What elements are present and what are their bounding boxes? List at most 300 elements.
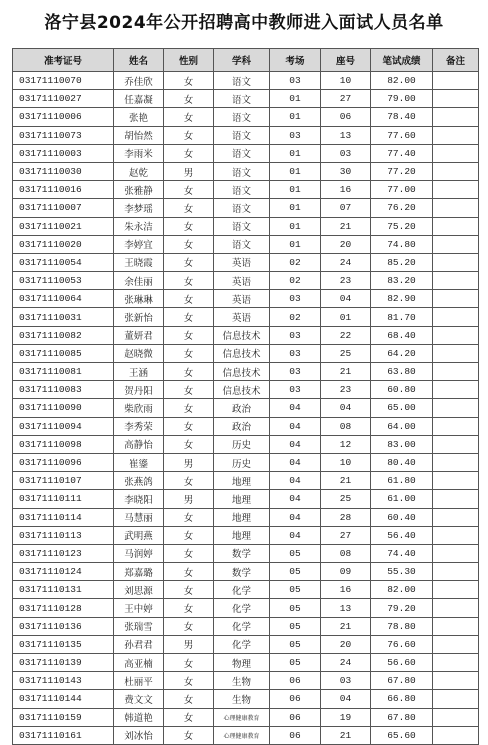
remarks-cell xyxy=(433,581,479,599)
remarks-cell xyxy=(433,181,479,199)
col-name-header: 姓名 xyxy=(114,49,164,72)
exam-room-cell: 01 xyxy=(270,108,321,126)
exam-id-cell: 03171110082 xyxy=(13,326,114,344)
remarks-cell xyxy=(433,144,479,162)
written-score-cell: 83.20 xyxy=(371,272,433,290)
remarks-cell xyxy=(433,217,479,235)
exam-room-cell: 06 xyxy=(270,726,321,744)
name-cell: 高亚楠 xyxy=(114,654,164,672)
gender-cell: 女 xyxy=(164,508,214,526)
table-row xyxy=(13,126,479,144)
table-row xyxy=(13,144,479,162)
table-row xyxy=(13,344,479,362)
exam-id-cell: 03171110007 xyxy=(13,199,114,217)
exam-id-cell: 03171110143 xyxy=(13,672,114,690)
remarks-cell xyxy=(433,526,479,544)
exam-id-cell: 03171110085 xyxy=(13,344,114,362)
name-cell: 孙君君 xyxy=(114,635,164,653)
subject-cell: 历史 xyxy=(214,435,270,453)
gender-cell: 女 xyxy=(164,690,214,708)
table-row xyxy=(13,563,479,581)
subject-cell: 地理 xyxy=(214,490,270,508)
written-score-cell: 77.40 xyxy=(371,144,433,162)
exam-id-cell: 03171110054 xyxy=(13,253,114,271)
exam-id-cell: 03171110131 xyxy=(13,581,114,599)
exam-room-cell: 03 xyxy=(270,126,321,144)
written-score-cell: 80.40 xyxy=(371,453,433,471)
exam-room-cell: 01 xyxy=(270,199,321,217)
written-score-cell: 79.00 xyxy=(371,90,433,108)
exam-room-cell: 05 xyxy=(270,654,321,672)
exam-room-cell: 04 xyxy=(270,526,321,544)
table-row xyxy=(13,217,479,235)
subject-cell: 信息技术 xyxy=(214,381,270,399)
remarks-cell xyxy=(433,544,479,562)
written-score-cell: 61.80 xyxy=(371,472,433,490)
exam-id-cell: 03171110027 xyxy=(13,90,114,108)
exam-id-cell: 03171110128 xyxy=(13,599,114,617)
remarks-cell xyxy=(433,399,479,417)
table-row xyxy=(13,581,479,599)
table-row xyxy=(13,508,479,526)
name-cell: 武明燕 xyxy=(114,526,164,544)
table-row xyxy=(13,708,479,726)
exam-room-cell: 05 xyxy=(270,617,321,635)
remarks-cell xyxy=(433,235,479,253)
table-row xyxy=(13,90,479,108)
gender-cell: 女 xyxy=(164,672,214,690)
subject-cell: 语文 xyxy=(214,90,270,108)
remarks-cell xyxy=(433,162,479,180)
table-row xyxy=(13,435,479,453)
remarks-cell xyxy=(433,272,479,290)
name-cell: 贺丹阳 xyxy=(114,381,164,399)
subject-cell: 生物 xyxy=(214,690,270,708)
name-cell: 张艳 xyxy=(114,108,164,126)
remarks-cell xyxy=(433,435,479,453)
remarks-cell xyxy=(433,308,479,326)
seat-cell: 23 xyxy=(321,381,371,399)
exam-room-cell: 06 xyxy=(270,708,321,726)
name-cell: 张燕鸽 xyxy=(114,472,164,490)
col-exam-room-header: 考场 xyxy=(270,49,321,72)
name-cell: 高静怡 xyxy=(114,435,164,453)
exam-id-cell: 03171110094 xyxy=(13,417,114,435)
seat-cell: 03 xyxy=(321,672,371,690)
exam-room-cell: 03 xyxy=(270,344,321,362)
written-score-cell: 81.70 xyxy=(371,308,433,326)
gender-cell: 女 xyxy=(164,599,214,617)
exam-id-cell: 03171110136 xyxy=(13,617,114,635)
seat-cell: 25 xyxy=(321,490,371,508)
gender-cell: 女 xyxy=(164,417,214,435)
written-score-cell: 83.00 xyxy=(371,435,433,453)
table-row xyxy=(13,308,479,326)
written-score-cell: 67.80 xyxy=(371,672,433,690)
table-row xyxy=(13,181,479,199)
gender-cell: 女 xyxy=(164,90,214,108)
written-score-cell: 85.20 xyxy=(371,253,433,271)
gender-cell: 女 xyxy=(164,199,214,217)
exam-room-cell: 03 xyxy=(270,326,321,344)
exam-id-cell: 03171110113 xyxy=(13,526,114,544)
seat-cell: 16 xyxy=(321,581,371,599)
gender-cell: 女 xyxy=(164,272,214,290)
exam-room-cell: 04 xyxy=(270,417,321,435)
remarks-cell xyxy=(433,253,479,271)
written-score-cell: 67.80 xyxy=(371,708,433,726)
written-score-cell: 65.60 xyxy=(371,726,433,744)
exam-room-cell: 04 xyxy=(270,399,321,417)
gender-cell: 女 xyxy=(164,344,214,362)
seat-cell: 06 xyxy=(321,108,371,126)
remarks-cell xyxy=(433,672,479,690)
name-cell: 李婷宜 xyxy=(114,235,164,253)
seat-cell: 12 xyxy=(321,435,371,453)
col-written-score-header: 笔试成绩 xyxy=(371,49,433,72)
subject-cell: 语文 xyxy=(214,217,270,235)
table-row xyxy=(13,326,479,344)
gender-cell: 男 xyxy=(164,162,214,180)
subject-cell: 地理 xyxy=(214,508,270,526)
gender-cell: 女 xyxy=(164,617,214,635)
written-score-cell: 64.00 xyxy=(371,417,433,435)
exam-id-cell: 03171110111 xyxy=(13,490,114,508)
written-score-cell: 56.60 xyxy=(371,654,433,672)
gender-cell: 女 xyxy=(164,472,214,490)
remarks-cell xyxy=(433,90,479,108)
gender-cell: 女 xyxy=(164,217,214,235)
table-row xyxy=(13,72,479,90)
name-cell: 刘冰怡 xyxy=(114,726,164,744)
table-row xyxy=(13,726,479,744)
exam-room-cell: 03 xyxy=(270,72,321,90)
gender-cell: 女 xyxy=(164,726,214,744)
subject-cell: 信息技术 xyxy=(214,344,270,362)
table-row xyxy=(13,672,479,690)
remarks-cell xyxy=(433,344,479,362)
name-cell: 马润婷 xyxy=(114,544,164,562)
gender-cell: 女 xyxy=(164,581,214,599)
seat-cell: 27 xyxy=(321,90,371,108)
gender-cell: 女 xyxy=(164,290,214,308)
table-header-row xyxy=(13,49,479,72)
seat-cell: 10 xyxy=(321,72,371,90)
remarks-cell xyxy=(433,635,479,653)
exam-id-cell: 03171110159 xyxy=(13,708,114,726)
exam-room-cell: 04 xyxy=(270,508,321,526)
table-row xyxy=(13,381,479,399)
written-score-cell: 61.00 xyxy=(371,490,433,508)
exam-id-cell: 03171110161 xyxy=(13,726,114,744)
remarks-cell xyxy=(433,690,479,708)
name-cell: 赵乾 xyxy=(114,162,164,180)
written-score-cell: 77.00 xyxy=(371,181,433,199)
table-row xyxy=(13,253,479,271)
seat-cell: 21 xyxy=(321,472,371,490)
exam-id-cell: 03171110123 xyxy=(13,544,114,562)
remarks-cell xyxy=(433,563,479,581)
remarks-cell xyxy=(433,599,479,617)
table-row xyxy=(13,599,479,617)
gender-cell: 男 xyxy=(164,490,214,508)
exam-id-cell: 03171110073 xyxy=(13,126,114,144)
subject-cell: 语文 xyxy=(214,72,270,90)
subject-cell: 地理 xyxy=(214,472,270,490)
written-score-cell: 82.00 xyxy=(371,72,433,90)
written-score-cell: 74.80 xyxy=(371,235,433,253)
written-score-cell: 78.40 xyxy=(371,108,433,126)
exam-room-cell: 03 xyxy=(270,381,321,399)
gender-cell: 女 xyxy=(164,108,214,126)
remarks-cell xyxy=(433,453,479,471)
table-row xyxy=(13,290,479,308)
exam-id-cell: 03171110053 xyxy=(13,272,114,290)
table-row xyxy=(13,162,479,180)
gender-cell: 女 xyxy=(164,235,214,253)
table-row xyxy=(13,544,479,562)
exam-id-cell: 03171110030 xyxy=(13,162,114,180)
seat-cell: 23 xyxy=(321,272,371,290)
exam-id-cell: 03171110144 xyxy=(13,690,114,708)
exam-id-cell: 03171110006 xyxy=(13,108,114,126)
name-cell: 张新怡 xyxy=(114,308,164,326)
subject-cell: 心理健康教育 xyxy=(214,708,270,726)
seat-cell: 22 xyxy=(321,326,371,344)
seat-cell: 04 xyxy=(321,290,371,308)
written-score-cell: 82.90 xyxy=(371,290,433,308)
gender-cell: 女 xyxy=(164,72,214,90)
remarks-cell xyxy=(433,654,479,672)
exam-id-cell: 03171110064 xyxy=(13,290,114,308)
written-score-cell: 55.30 xyxy=(371,563,433,581)
name-cell: 王中婷 xyxy=(114,599,164,617)
name-cell: 马慧丽 xyxy=(114,508,164,526)
name-cell: 崔鎏 xyxy=(114,453,164,471)
subject-cell: 心理健康教育 xyxy=(214,726,270,744)
seat-cell: 01 xyxy=(321,308,371,326)
exam-room-cell: 03 xyxy=(270,363,321,381)
exam-id-cell: 03171110083 xyxy=(13,381,114,399)
name-cell: 李秀荣 xyxy=(114,417,164,435)
seat-cell: 24 xyxy=(321,253,371,271)
seat-cell: 21 xyxy=(321,726,371,744)
table-row xyxy=(13,635,479,653)
exam-room-cell: 01 xyxy=(270,90,321,108)
seat-cell: 04 xyxy=(321,690,371,708)
exam-room-cell: 04 xyxy=(270,472,321,490)
seat-cell: 08 xyxy=(321,417,371,435)
table-row xyxy=(13,199,479,217)
written-score-cell: 60.80 xyxy=(371,381,433,399)
table-row xyxy=(13,417,479,435)
exam-room-cell: 02 xyxy=(270,253,321,271)
subject-cell: 语文 xyxy=(214,108,270,126)
exam-room-cell: 06 xyxy=(270,672,321,690)
remarks-cell xyxy=(433,472,479,490)
name-cell: 张琳琳 xyxy=(114,290,164,308)
table-row xyxy=(13,235,479,253)
gender-cell: 女 xyxy=(164,654,214,672)
gender-cell: 女 xyxy=(164,544,214,562)
seat-cell: 25 xyxy=(321,344,371,362)
remarks-cell xyxy=(433,290,479,308)
remarks-cell xyxy=(433,708,479,726)
subject-cell: 地理 xyxy=(214,526,270,544)
gender-cell: 女 xyxy=(164,399,214,417)
written-score-cell: 64.20 xyxy=(371,344,433,362)
written-score-cell: 82.00 xyxy=(371,581,433,599)
subject-cell: 信息技术 xyxy=(214,326,270,344)
exam-room-cell: 01 xyxy=(270,144,321,162)
seat-cell: 09 xyxy=(321,563,371,581)
name-cell: 杜丽平 xyxy=(114,672,164,690)
written-score-cell: 77.20 xyxy=(371,162,433,180)
gender-cell: 女 xyxy=(164,563,214,581)
gender-cell: 女 xyxy=(164,144,214,162)
exam-id-cell: 03171110021 xyxy=(13,217,114,235)
col-gender-header: 性别 xyxy=(164,49,214,72)
exam-room-cell: 04 xyxy=(270,453,321,471)
name-cell: 柴欣雨 xyxy=(114,399,164,417)
subject-cell: 语文 xyxy=(214,181,270,199)
subject-cell: 物理 xyxy=(214,654,270,672)
exam-room-cell: 05 xyxy=(270,635,321,653)
remarks-cell xyxy=(433,326,479,344)
written-score-cell: 78.80 xyxy=(371,617,433,635)
seat-cell: 24 xyxy=(321,654,371,672)
subject-cell: 语文 xyxy=(214,235,270,253)
subject-cell: 历史 xyxy=(214,453,270,471)
exam-room-cell: 05 xyxy=(270,544,321,562)
exam-room-cell: 04 xyxy=(270,435,321,453)
table-row xyxy=(13,490,479,508)
remarks-cell xyxy=(433,108,479,126)
name-cell: 郑嘉璐 xyxy=(114,563,164,581)
gender-cell: 女 xyxy=(164,326,214,344)
subject-cell: 英语 xyxy=(214,272,270,290)
exam-room-cell: 06 xyxy=(270,690,321,708)
subject-cell: 语文 xyxy=(214,126,270,144)
table-row xyxy=(13,399,479,417)
subject-cell: 数学 xyxy=(214,544,270,562)
exam-room-cell: 01 xyxy=(270,162,321,180)
remarks-cell xyxy=(433,726,479,744)
name-cell: 李雨米 xyxy=(114,144,164,162)
subject-cell: 语文 xyxy=(214,199,270,217)
name-cell: 张瑞雪 xyxy=(114,617,164,635)
subject-cell: 英语 xyxy=(214,253,270,271)
name-cell: 董妍君 xyxy=(114,326,164,344)
remarks-cell xyxy=(433,417,479,435)
remarks-cell xyxy=(433,490,479,508)
name-cell: 王涵 xyxy=(114,363,164,381)
exam-room-cell: 04 xyxy=(270,490,321,508)
written-score-cell: 77.60 xyxy=(371,126,433,144)
written-score-cell: 79.20 xyxy=(371,599,433,617)
subject-cell: 生物 xyxy=(214,672,270,690)
table-row xyxy=(13,108,479,126)
name-cell: 刘思源 xyxy=(114,581,164,599)
exam-id-cell: 03171110016 xyxy=(13,181,114,199)
candidate-table xyxy=(12,48,479,745)
exam-id-cell: 03171110003 xyxy=(13,144,114,162)
remarks-cell xyxy=(433,363,479,381)
gender-cell: 女 xyxy=(164,526,214,544)
seat-cell: 10 xyxy=(321,453,371,471)
table-row xyxy=(13,617,479,635)
gender-cell: 女 xyxy=(164,181,214,199)
written-score-cell: 66.80 xyxy=(371,690,433,708)
exam-room-cell: 01 xyxy=(270,217,321,235)
written-score-cell: 76.20 xyxy=(371,199,433,217)
col-subject-header: 学科 xyxy=(214,49,270,72)
col-exam-id-header: 准考证号 xyxy=(13,49,114,72)
exam-id-cell: 03171110107 xyxy=(13,472,114,490)
subject-cell: 化学 xyxy=(214,617,270,635)
table-row xyxy=(13,453,479,471)
exam-id-cell: 03171110031 xyxy=(13,308,114,326)
exam-id-cell: 03171110020 xyxy=(13,235,114,253)
name-cell: 赵晓微 xyxy=(114,344,164,362)
remarks-cell xyxy=(433,72,479,90)
gender-cell: 男 xyxy=(164,635,214,653)
subject-cell: 化学 xyxy=(214,581,270,599)
written-score-cell: 65.00 xyxy=(371,399,433,417)
exam-room-cell: 05 xyxy=(270,581,321,599)
remarks-cell xyxy=(433,508,479,526)
gender-cell: 女 xyxy=(164,126,214,144)
written-score-cell: 76.60 xyxy=(371,635,433,653)
table-row xyxy=(13,363,479,381)
name-cell: 张雅静 xyxy=(114,181,164,199)
exam-id-cell: 03171110096 xyxy=(13,453,114,471)
seat-cell: 20 xyxy=(321,635,371,653)
subject-cell: 数学 xyxy=(214,563,270,581)
seat-cell: 13 xyxy=(321,126,371,144)
name-cell: 韩道艳 xyxy=(114,708,164,726)
seat-cell: 21 xyxy=(321,363,371,381)
subject-cell: 化学 xyxy=(214,599,270,617)
table-row xyxy=(13,472,479,490)
table-row xyxy=(13,272,479,290)
name-cell: 李梦瑶 xyxy=(114,199,164,217)
name-cell: 胡怡然 xyxy=(114,126,164,144)
name-cell: 任嘉凝 xyxy=(114,90,164,108)
exam-room-cell: 01 xyxy=(270,181,321,199)
seat-cell: 07 xyxy=(321,199,371,217)
table-row xyxy=(13,526,479,544)
seat-cell: 28 xyxy=(321,508,371,526)
exam-room-cell: 05 xyxy=(270,599,321,617)
written-score-cell: 68.40 xyxy=(371,326,433,344)
exam-id-cell: 03171110135 xyxy=(13,635,114,653)
table-row xyxy=(13,690,479,708)
written-score-cell: 63.80 xyxy=(371,363,433,381)
subject-cell: 英语 xyxy=(214,308,270,326)
exam-id-cell: 03171110070 xyxy=(13,72,114,90)
subject-cell: 政治 xyxy=(214,399,270,417)
name-cell: 李晓阳 xyxy=(114,490,164,508)
exam-id-cell: 03171110139 xyxy=(13,654,114,672)
written-score-cell: 75.20 xyxy=(371,217,433,235)
col-seat-header: 座号 xyxy=(321,49,371,72)
gender-cell: 女 xyxy=(164,308,214,326)
seat-cell: 16 xyxy=(321,181,371,199)
name-cell: 朱永洁 xyxy=(114,217,164,235)
exam-room-cell: 02 xyxy=(270,308,321,326)
subject-cell: 语文 xyxy=(214,162,270,180)
